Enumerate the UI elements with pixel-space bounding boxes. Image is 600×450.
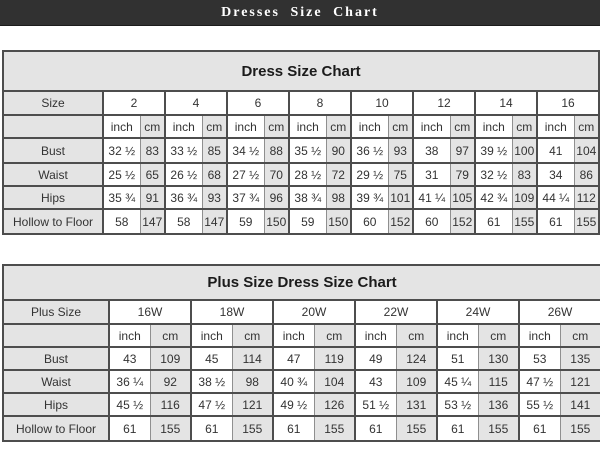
unit-inch-header-cell: inch (273, 324, 314, 347)
cm-value-cell: 91 (140, 186, 165, 209)
inch-value-cell: 43 (109, 347, 150, 370)
cm-value-cell: 100 (512, 138, 537, 163)
cm-value-cell: 104 (574, 138, 599, 163)
cm-value-cell: 109 (150, 347, 191, 370)
size-label-cell: Plus Size (3, 300, 109, 324)
size-header-cell: 12 (413, 91, 475, 115)
inch-value-cell: 36 ¼ (109, 370, 150, 393)
inch-value-cell: 43 (355, 370, 396, 393)
cm-value-cell: 136 (478, 393, 519, 416)
inch-value-cell: 47 ½ (191, 393, 232, 416)
cm-value-cell: 131 (396, 393, 437, 416)
inch-value-cell: 61 (475, 209, 512, 234)
size-header-cell: 14 (475, 91, 537, 115)
unit-inch-header-cell: inch (351, 115, 388, 138)
cm-value-cell: 150 (264, 209, 289, 234)
cm-value-cell: 155 (232, 416, 273, 441)
cm-value-cell: 109 (512, 186, 537, 209)
cm-value-cell: 155 (314, 416, 355, 441)
unit-cm-header-cell: cm (264, 115, 289, 138)
inch-value-cell: 26 ½ (165, 163, 202, 186)
row-label-cell: Hips (3, 186, 103, 209)
unit-cm-header-cell: cm (560, 324, 600, 347)
unit-inch-header-cell: inch (537, 115, 574, 138)
unit-cm-header-cell: cm (232, 324, 273, 347)
unit-cm-header-cell: cm (574, 115, 599, 138)
inch-value-cell: 61 (273, 416, 314, 441)
size-header-cell: 26W (519, 300, 600, 324)
cm-value-cell: 155 (396, 416, 437, 441)
cm-value-cell: 155 (150, 416, 191, 441)
cm-value-cell: 121 (560, 370, 600, 393)
unit-cm-header-cell: cm (450, 115, 475, 138)
size-header-cell: 8 (289, 91, 351, 115)
inch-value-cell: 51 ½ (355, 393, 396, 416)
inch-value-cell: 28 ½ (289, 163, 326, 186)
inch-value-cell: 35 ¾ (103, 186, 140, 209)
inch-value-cell: 41 (537, 138, 574, 163)
inch-value-cell: 61 (191, 416, 232, 441)
cm-value-cell: 101 (388, 186, 413, 209)
inch-value-cell: 35 ½ (289, 138, 326, 163)
cm-value-cell: 105 (450, 186, 475, 209)
title-bar (0, 0, 600, 26)
cm-value-cell: 98 (326, 186, 351, 209)
plus-size-table (2, 264, 600, 442)
cm-value-cell: 119 (314, 347, 355, 370)
cm-value-cell: 86 (574, 163, 599, 186)
cm-value-cell: 150 (326, 209, 351, 234)
cm-value-cell: 112 (574, 186, 599, 209)
cm-value-cell: 72 (326, 163, 351, 186)
inch-value-cell: 44 ¼ (537, 186, 574, 209)
cm-value-cell: 98 (232, 370, 273, 393)
inch-value-cell: 59 (289, 209, 326, 234)
size-header-cell: 10 (351, 91, 413, 115)
cm-value-cell: 93 (202, 186, 227, 209)
inch-value-cell: 25 ½ (103, 163, 140, 186)
unit-blank-cell (3, 115, 103, 138)
unit-cm-header-cell: cm (314, 324, 355, 347)
unit-cm-header-cell: cm (150, 324, 191, 347)
inch-value-cell: 61 (519, 416, 560, 441)
cm-value-cell: 155 (512, 209, 537, 234)
unit-inch-header-cell: inch (191, 324, 232, 347)
cm-value-cell: 93 (388, 138, 413, 163)
table-title: Dress Size Chart (3, 51, 599, 91)
cm-value-cell: 92 (150, 370, 191, 393)
inch-value-cell: 61 (109, 416, 150, 441)
unit-inch-header-cell: inch (519, 324, 560, 347)
cm-value-cell: 114 (232, 347, 273, 370)
inch-value-cell: 32 ½ (103, 138, 140, 163)
cm-value-cell: 75 (388, 163, 413, 186)
cm-value-cell: 135 (560, 347, 600, 370)
cm-value-cell: 152 (450, 209, 475, 234)
inch-value-cell: 36 ½ (351, 138, 388, 163)
unit-inch-header-cell: inch (165, 115, 202, 138)
cm-value-cell: 152 (388, 209, 413, 234)
inch-value-cell: 38 ½ (191, 370, 232, 393)
unit-cm-header-cell: cm (202, 115, 227, 138)
cm-value-cell: 97 (450, 138, 475, 163)
inch-value-cell: 60 (351, 209, 388, 234)
cm-value-cell: 126 (314, 393, 355, 416)
row-label-cell: Hips (3, 393, 109, 416)
row-label-cell: Hollow to Floor (3, 416, 109, 441)
cm-value-cell: 155 (478, 416, 519, 441)
unit-inch-header-cell: inch (413, 115, 450, 138)
inch-value-cell: 49 ½ (273, 393, 314, 416)
unit-inch-header-cell: inch (103, 115, 140, 138)
inch-value-cell: 45 ¼ (437, 370, 478, 393)
cm-value-cell: 68 (202, 163, 227, 186)
cm-value-cell: 79 (450, 163, 475, 186)
inch-value-cell: 37 ¾ (227, 186, 264, 209)
row-label-cell: Hollow to Floor (3, 209, 103, 234)
unit-cm-header-cell: cm (396, 324, 437, 347)
inch-value-cell: 55 ½ (519, 393, 560, 416)
unit-inch-header-cell: inch (437, 324, 478, 347)
cm-value-cell: 115 (478, 370, 519, 393)
cm-value-cell: 65 (140, 163, 165, 186)
content (0, 26, 600, 442)
cm-value-cell: 147 (140, 209, 165, 234)
plus-size-chart-section (2, 264, 598, 442)
inch-value-cell: 59 (227, 209, 264, 234)
cm-value-cell: 141 (560, 393, 600, 416)
inch-value-cell: 40 ¾ (273, 370, 314, 393)
row-label-cell: Waist (3, 163, 103, 186)
inch-value-cell: 53 (519, 347, 560, 370)
size-header-cell: 22W (355, 300, 437, 324)
inch-value-cell: 34 (537, 163, 574, 186)
size-header-cell: 16 (537, 91, 599, 115)
inch-value-cell: 51 (437, 347, 478, 370)
cm-value-cell: 83 (140, 138, 165, 163)
row-label-cell: Bust (3, 138, 103, 163)
unit-inch-header-cell: inch (355, 324, 396, 347)
cm-value-cell: 147 (202, 209, 227, 234)
inch-value-cell: 58 (103, 209, 140, 234)
cm-value-cell: 85 (202, 138, 227, 163)
cm-value-cell: 83 (512, 163, 537, 186)
inch-value-cell: 34 ½ (227, 138, 264, 163)
cm-value-cell: 109 (396, 370, 437, 393)
inch-value-cell: 33 ½ (165, 138, 202, 163)
unit-inch-header-cell: inch (227, 115, 264, 138)
dress-size-chart-section (2, 50, 598, 235)
inch-value-cell: 42 ¾ (475, 186, 512, 209)
cm-value-cell: 130 (478, 347, 519, 370)
inch-value-cell: 45 (191, 347, 232, 370)
inch-value-cell: 61 (355, 416, 396, 441)
size-header-cell: 24W (437, 300, 519, 324)
cm-value-cell: 124 (396, 347, 437, 370)
inch-value-cell: 27 ½ (227, 163, 264, 186)
unit-blank-cell (3, 324, 109, 347)
unit-inch-header-cell: inch (475, 115, 512, 138)
cm-value-cell: 70 (264, 163, 289, 186)
inch-value-cell: 60 (413, 209, 450, 234)
inch-value-cell: 58 (165, 209, 202, 234)
unit-inch-header-cell: inch (289, 115, 326, 138)
inch-value-cell: 39 ¾ (351, 186, 388, 209)
size-header-cell: 2 (103, 91, 165, 115)
unit-cm-header-cell: cm (326, 115, 351, 138)
size-header-cell: 16W (109, 300, 191, 324)
row-label-cell: Bust (3, 347, 109, 370)
cm-value-cell: 155 (560, 416, 600, 441)
inch-value-cell: 31 (413, 163, 450, 186)
inch-value-cell: 36 ¾ (165, 186, 202, 209)
unit-cm-header-cell: cm (512, 115, 537, 138)
inch-value-cell: 32 ½ (475, 163, 512, 186)
cm-value-cell: 104 (314, 370, 355, 393)
unit-cm-header-cell: cm (388, 115, 413, 138)
cm-value-cell: 121 (232, 393, 273, 416)
inch-value-cell: 53 ½ (437, 393, 478, 416)
inch-value-cell: 47 (273, 347, 314, 370)
unit-cm-header-cell: cm (478, 324, 519, 347)
inch-value-cell: 38 ¾ (289, 186, 326, 209)
size-header-cell: 20W (273, 300, 355, 324)
size-label-cell: Size (3, 91, 103, 115)
cm-value-cell: 155 (574, 209, 599, 234)
size-header-cell: 4 (165, 91, 227, 115)
size-header-cell: 18W (191, 300, 273, 324)
inch-value-cell: 39 ½ (475, 138, 512, 163)
inch-value-cell: 61 (537, 209, 574, 234)
inch-value-cell: 45 ½ (109, 393, 150, 416)
cm-value-cell: 90 (326, 138, 351, 163)
page-title: Dresses Size Chart (221, 4, 379, 20)
cm-value-cell: 116 (150, 393, 191, 416)
unit-inch-header-cell: inch (109, 324, 150, 347)
inch-value-cell: 41 ¼ (413, 186, 450, 209)
size-header-cell: 6 (227, 91, 289, 115)
inch-value-cell: 49 (355, 347, 396, 370)
cm-value-cell: 88 (264, 138, 289, 163)
unit-cm-header-cell: cm (140, 115, 165, 138)
row-label-cell: Waist (3, 370, 109, 393)
inch-value-cell: 61 (437, 416, 478, 441)
dress-size-table (2, 50, 600, 235)
inch-value-cell: 47 ½ (519, 370, 560, 393)
inch-value-cell: 29 ½ (351, 163, 388, 186)
cm-value-cell: 96 (264, 186, 289, 209)
inch-value-cell: 38 (413, 138, 450, 163)
table-title: Plus Size Dress Size Chart (3, 265, 600, 300)
